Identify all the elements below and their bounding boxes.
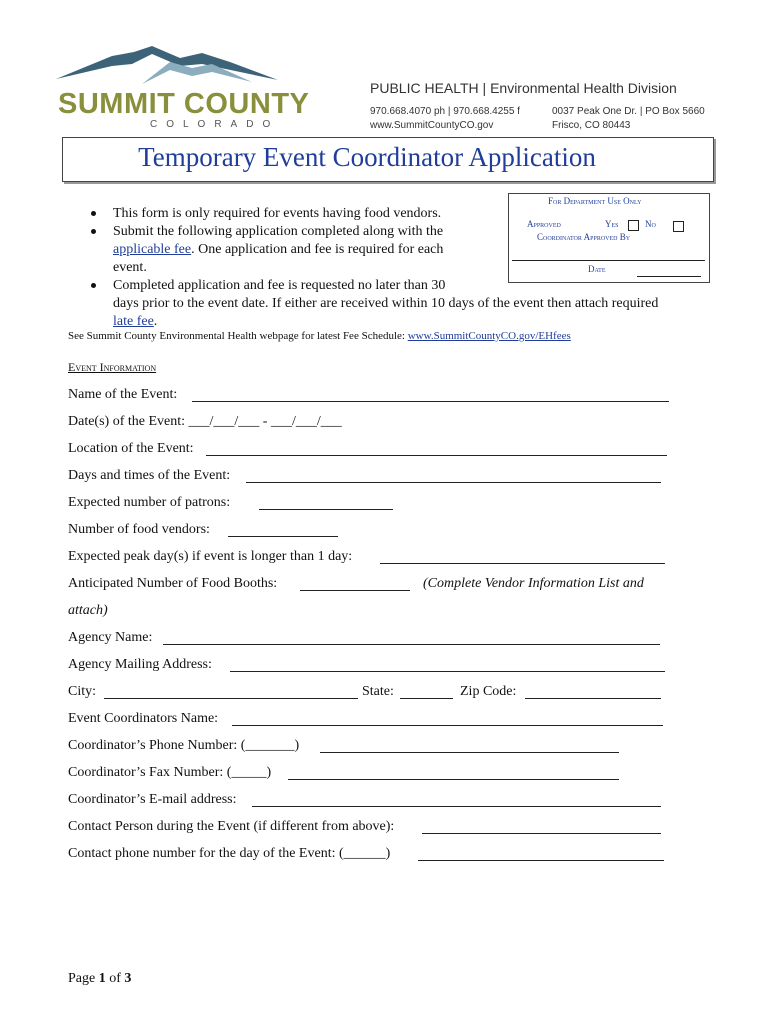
yes-label: Yes <box>605 219 619 229</box>
event-dates-field[interactable]: Date(s) of the Event: ___/___/___ - ___/___/___ <box>68 414 342 429</box>
peak-days-field[interactable] <box>380 563 665 564</box>
patrons-field[interactable] <box>259 509 393 510</box>
bullet-dot <box>91 211 96 216</box>
contact-person-label: Contact Person during the Event (if different from above): <box>68 819 395 834</box>
coordinator-name-label: Event Coordinators Name: <box>68 711 219 726</box>
approved-no-checkbox[interactable] <box>673 221 684 232</box>
bullet-submit-line-3: event. <box>113 260 147 275</box>
coordinator-approved-by-label: Coordinator Approved By <box>537 232 631 242</box>
page-number: Page 1 of 3 <box>68 971 132 986</box>
vendors-field[interactable] <box>228 536 338 537</box>
zip-field[interactable] <box>525 698 661 699</box>
page-title: Temporary Event Coordinator Application <box>138 142 596 172</box>
days-times-label: Days and times of the Event: <box>68 468 231 483</box>
date-line[interactable] <box>637 276 701 277</box>
bullet-deadline-line-3: late fee. <box>113 314 158 329</box>
city-label: City: <box>68 684 97 699</box>
bullet-dot <box>91 283 96 288</box>
address-line-1: 0037 Peak One Dr. | PO Box 5660 <box>552 106 705 117</box>
patrons-label: Expected number of patrons: <box>68 495 231 510</box>
logo-state: COLORADO <box>150 119 280 130</box>
applicable-fee-link[interactable]: applicable fee <box>113 242 192 257</box>
coordinator-name-field[interactable] <box>232 725 663 726</box>
contact-person-field[interactable] <box>422 833 661 834</box>
approved-label: Approved <box>527 219 561 229</box>
booths-note-2: attach) <box>68 603 108 618</box>
no-label: No <box>645 219 656 229</box>
booths-note: (Complete Vendor Information List and <box>423 576 644 591</box>
booths-label: Anticipated Number of Food Booths: <box>68 576 278 591</box>
date-label: Date <box>588 264 606 274</box>
vendors-label: Number of food vendors: <box>68 522 210 537</box>
coordinator-phone-label: Coordinator’s Phone Number: (_______) <box>68 738 300 753</box>
department-name: PUBLIC HEALTH | Environmental Health Division <box>370 80 677 96</box>
approved-yes-checkbox[interactable] <box>628 220 639 231</box>
bullet-food-vendors: This form is only required for events having food vendors. <box>113 206 442 221</box>
event-name-field[interactable] <box>192 401 669 402</box>
address-line-2: Frisco, CO 80443 <box>552 120 631 131</box>
coordinator-fax-field[interactable] <box>288 779 619 780</box>
contact-phone-field[interactable] <box>418 860 664 861</box>
approved-by-signature-line[interactable] <box>512 260 705 261</box>
late-fee-link[interactable]: late fee <box>113 314 154 329</box>
department-use-heading: For Department Use Only <box>548 196 642 206</box>
bullet-submit-line-2: applicable fee. One application and fee is required for each <box>113 242 444 257</box>
location-field[interactable] <box>206 455 667 456</box>
coordinator-email-label: Coordinator’s E-mail address: <box>68 792 237 807</box>
bullet-deadline-line-2: days prior to the event date. If either are received within 10 days of the event then attach required <box>113 296 659 311</box>
bullet-dot <box>91 229 96 234</box>
bullet-deadline-line-1: Completed application and fee is requested no later than 30 <box>113 278 446 293</box>
agency-name-label: Agency Name: <box>68 630 153 645</box>
location-label: Location of the Event: <box>68 441 194 456</box>
agency-name-field[interactable] <box>163 644 660 645</box>
state-label: State: <box>362 684 394 699</box>
peak-days-label: Expected peak day(s) if event is longer than 1 day: <box>68 549 353 564</box>
agency-address-label: Agency Mailing Address: <box>68 657 212 672</box>
website: www.SummitCountyCO.gov <box>370 120 494 131</box>
state-field[interactable] <box>400 698 453 699</box>
coordinator-phone-field[interactable] <box>320 752 619 753</box>
fee-schedule-note: See Summit County Environmental Health webpage for latest Fee Schedule: www.SummitCountyCO.gov/EHfees <box>68 330 571 342</box>
bullet-submit-line-1: Submit the following application completed along with the <box>113 224 444 239</box>
logo-name: SUMMIT COUNTY <box>58 88 310 120</box>
booths-field[interactable] <box>300 590 410 591</box>
fee-schedule-link[interactable]: www.SummitCountyCO.gov/EHfees <box>407 330 571 342</box>
coordinator-email-field[interactable] <box>252 806 661 807</box>
coordinator-fax-label: Coordinator’s Fax Number: (_____) <box>68 765 272 780</box>
days-times-field[interactable] <box>246 482 661 483</box>
zip-label: Zip Code: <box>460 684 517 699</box>
event-name-label: Name of the Event: <box>68 387 178 402</box>
city-field[interactable] <box>104 698 358 699</box>
section-heading-event-information: Event Information <box>68 360 157 374</box>
phone-fax: 970.668.4070 ph | 970.668.4255 f <box>370 106 520 117</box>
agency-address-field[interactable] <box>230 671 665 672</box>
contact-phone-label: Contact phone number for the day of the Event: (______) <box>68 846 391 861</box>
